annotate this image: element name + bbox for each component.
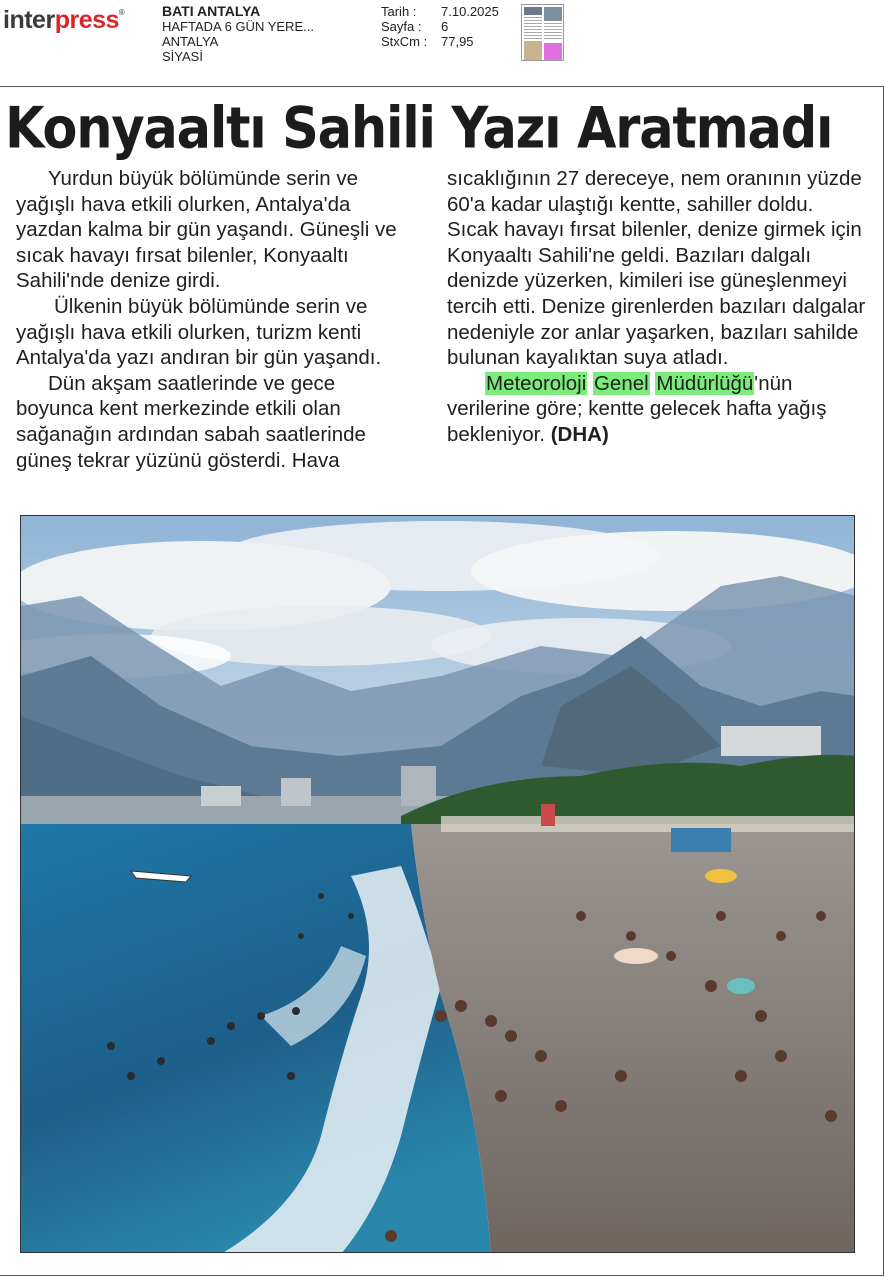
paragraph: Yurdun büyük bölümünde serin ve yağışlı hava etkili olurken, Antalya'da yazdan kalma bir gün yaşandı. Güneşli ve sıcak havayı fırsat bilenler, Konyaaltı Sahili'nde denize girdi.: [16, 167, 397, 293]
paragraph: Meteoroloji Genel Müdürlüğü'nün verilerine göre; kentte gelecek hafta yağış bekleniyor. (DHA): [447, 371, 827, 446]
stxcm-label: StxCm :: [381, 34, 428, 49]
paper-city: ANTALYA: [162, 34, 219, 49]
clip-details: [381, 4, 499, 49]
paper-category: SİYASİ: [162, 49, 203, 64]
source-credit: (DHA): [550, 422, 609, 446]
beach-photo: [20, 515, 855, 1253]
publication-info: [162, 4, 314, 64]
paragraph: Ülkenin büyük bölümünde serin ve yağışlı hava etkili olurken, turizm kenti Antalya'da yazı andıran bir gün yaşandı.: [16, 294, 382, 370]
paragraph: Dün akşam saatlerinde ve gece boyunca kent merkezinde etkili olan sağanağın ardından sabah saatlerinde güneş tekrar yüzünü gösterdi. Hava: [16, 371, 366, 472]
brand-logo: [3, 6, 124, 35]
page-label: Sayfa :: [381, 19, 422, 34]
article-headline: Konyaaltı Sahili Yazı Aratmadı: [5, 96, 833, 163]
paper-name: BATI ANTALYA: [162, 3, 261, 19]
date-label: Tarih :: [381, 4, 417, 19]
registered-mark: ®: [118, 8, 125, 17]
highlighted-term: Genel: [593, 371, 649, 395]
page-thumbnail[interactable]: [521, 4, 564, 61]
page-value: 6: [441, 19, 449, 34]
paragraph: sıcaklığının 27 dereceye, nem oranının yüzde 60'a kadar ulaştığı kentte, sahiller doldu. Sıcak havayı fırsat bilenler, denize girmek için Konyaaltı Sahili'ne geldi. Bazıları dalgalı denizde yüzerken, kimileri ise güneşlenmeyi tercih etti. Denize girenlerden bazıları dalgalar nedeniyle zor anlar yaşarken, bazıları sahilde bulunan kayalıktan suya atladı.: [447, 167, 866, 370]
date-value: 7.10.2025: [441, 4, 499, 19]
highlighted-term: Müdürlüğü: [656, 371, 754, 395]
article-column-right: [447, 166, 867, 448]
brand-logo-part2: press: [54, 6, 119, 34]
highlighted-term: Meteoroloji: [486, 371, 587, 395]
stxcm-value: 77,95: [441, 34, 474, 49]
brand-logo-part1: inter: [3, 6, 55, 34]
paper-frequency: HAFTADA 6 GÜN YERE...: [162, 19, 314, 34]
article-column-left: [16, 166, 416, 473]
